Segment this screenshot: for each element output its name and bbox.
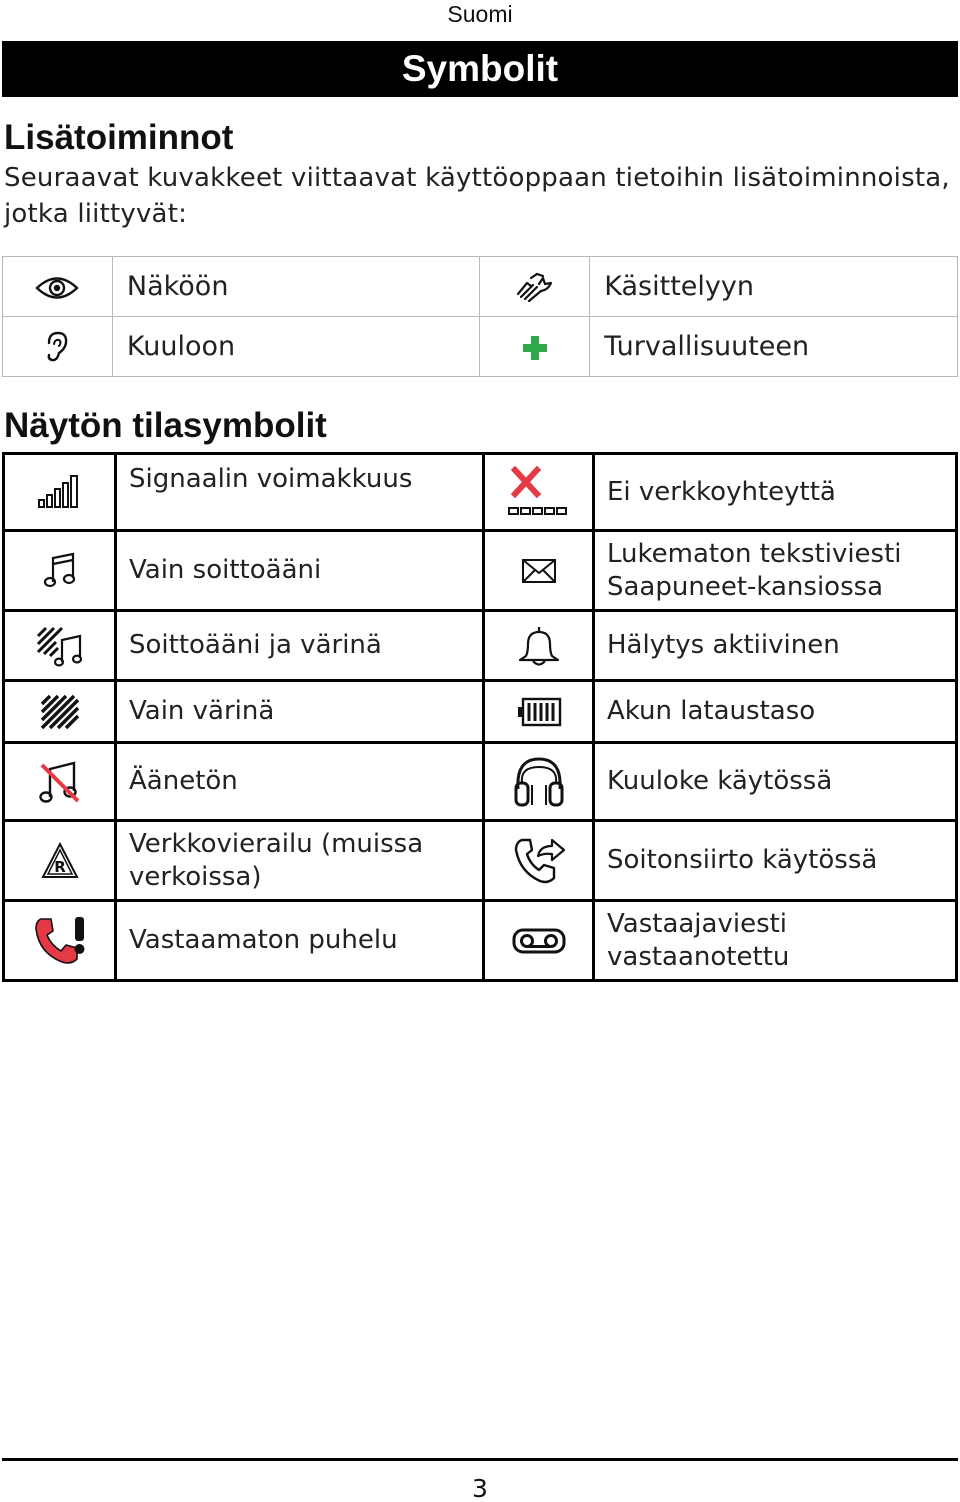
hand-icon: [515, 272, 555, 302]
status-label: Lukematon tekstiviesti Saapuneet-kansiossa: [594, 531, 957, 611]
status-label: Hälytys aktiivinen: [594, 611, 957, 681]
status-symbols-table: [2, 452, 958, 982]
status-label: Soitonsiirto käytössä: [594, 821, 957, 901]
missed-call-icon: [33, 915, 87, 967]
features-row: [3, 257, 958, 317]
roaming-icon: [40, 841, 80, 881]
feature-icon-cell: [480, 257, 590, 317]
status-row: [4, 901, 957, 981]
page-title-banner: Symbolit: [2, 41, 958, 97]
status-row: [4, 743, 957, 821]
feature-label: Näköön: [112, 257, 480, 317]
status-icon-cell: [484, 454, 594, 531]
feature-label: Turvallisuuteen: [590, 317, 958, 377]
status-label: Signaalin voimakkuus: [116, 454, 484, 531]
status-row: [4, 531, 957, 611]
status-icon-cell: [4, 743, 116, 821]
status-icon-cell: [4, 681, 116, 743]
status-label: Vain soittoääni: [116, 531, 484, 611]
status-icon-cell: [4, 821, 116, 901]
feature-icon-cell: [480, 317, 590, 377]
voicemail-icon: [512, 927, 566, 955]
status-label: Akun lataustaso: [594, 681, 957, 743]
status-icon-cell: [4, 611, 116, 681]
no-network-icon: [507, 466, 571, 518]
features-row: [3, 317, 958, 377]
battery-icon: [516, 697, 562, 727]
status-label: Vain värinä: [116, 681, 484, 743]
status-icon-cell: [484, 821, 594, 901]
section-title-status: Näytön tilasymbolit: [4, 406, 327, 445]
ringtone-only-icon: [43, 552, 77, 590]
status-label: Vastaamaton puhelu: [116, 901, 484, 981]
svg-text:R: R: [53, 857, 66, 876]
call-forward-icon: [512, 836, 566, 886]
features-table: [2, 256, 958, 377]
status-label: Kuuloke käytössä: [594, 743, 957, 821]
status-icon-cell: [484, 531, 594, 611]
status-row: [4, 454, 957, 531]
ear-icon: [44, 331, 70, 363]
signal-strength-icon: [37, 474, 83, 510]
feature-icon-cell: [3, 257, 113, 317]
status-row: [4, 821, 957, 901]
feature-icon-cell: [3, 317, 113, 377]
status-label: Vastaajaviesti vastaanotettu: [594, 901, 957, 981]
status-label: Soittoääni ja värinä: [116, 611, 484, 681]
envelope-icon: [521, 558, 557, 584]
ring-and-vibrate-icon: [36, 624, 84, 668]
feature-label: Kuuloon: [112, 317, 480, 377]
status-icon-cell: [4, 531, 116, 611]
status-icon-cell: [4, 454, 116, 531]
status-icon-cell: [484, 611, 594, 681]
alarm-bell-icon: [516, 624, 562, 668]
vibrate-only-icon: [40, 694, 80, 730]
status-icon-cell: [4, 901, 116, 981]
language-label: Suomi: [447, 1, 513, 27]
silent-icon: [38, 759, 82, 805]
section-title-features: Lisätoiminnot: [4, 118, 234, 157]
status-row: [4, 611, 957, 681]
headset-icon: [512, 755, 566, 809]
status-icon-cell: [484, 743, 594, 821]
status-icon-cell: [484, 681, 594, 743]
feature-label: Käsittelyyn: [590, 257, 958, 317]
safety-cross-icon: [521, 334, 549, 362]
page-number: 3: [472, 1474, 488, 1502]
eye-icon: [35, 275, 79, 301]
status-label: Ei verkkoyhteyttä: [594, 454, 957, 531]
section-intro: Seuraavat kuvakkeet viittaavat käyttöoppaan tietoihin lisätoiminnoista, jotka liittyvät:: [4, 163, 950, 229]
status-label: Verkkovierailu (muissa verkoissa): [116, 821, 484, 901]
status-label: Äänetön: [116, 743, 484, 821]
footer-divider: [2, 1458, 958, 1461]
status-row: [4, 681, 957, 743]
status-icon-cell: [484, 901, 594, 981]
